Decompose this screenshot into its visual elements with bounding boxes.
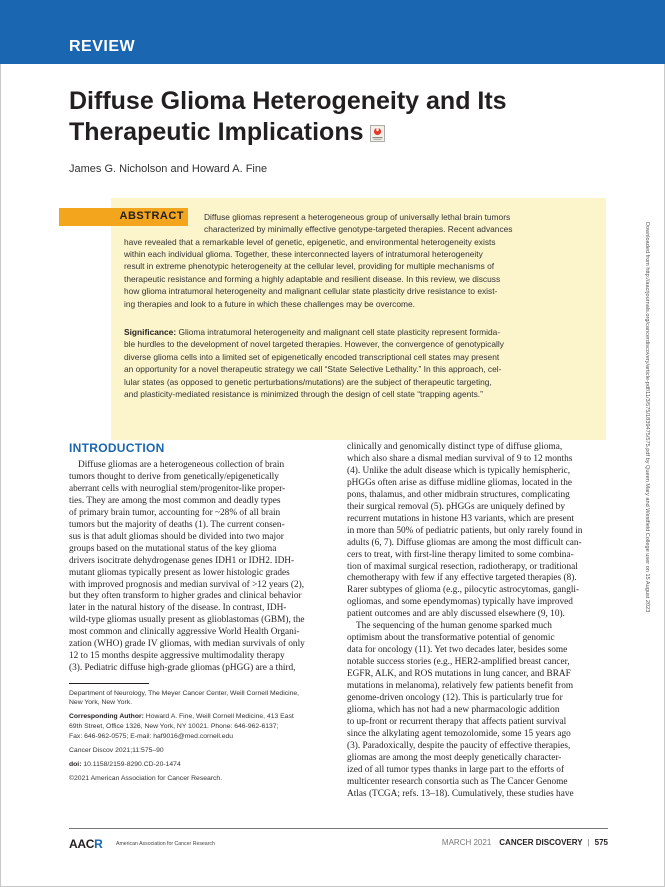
footer-rule: [69, 828, 608, 829]
body-text-line: ties. They are among the most common and deadly types: [69, 495, 281, 506]
body-text-line: optimism about the transformative potential of genomic: [347, 633, 555, 644]
body-text-line: Rarer subtypes of glioma (e.g., pilocytic astrocytomas, gangli-: [347, 585, 580, 596]
body-text-line: with improved prognosis and median survival of >12 years (2),: [69, 579, 305, 590]
abstract-line: how glioma intratumoral heterogeneity and malignant cellular state plasticity drive resistance to exist-: [124, 286, 498, 296]
download-side-note: [642, 222, 652, 842]
body-text-line: pons, thalamus, and other midbrain structures, complicating: [347, 489, 570, 500]
body-text-line: drivers isocitrate dehydrogenase genes IDH1 or IDH2. IDH-: [69, 555, 295, 566]
body-text-line: but they often transform to higher grades and clinical behavior: [69, 591, 302, 602]
corresponding-author-line: [69, 712, 294, 722]
body-text-line: patient outcomes and are ably discussed elsewhere (9, 10).: [347, 609, 565, 620]
doi-line[interactable]: [69, 760, 181, 770]
abstract-line: Diffuse gliomas represent a heterogeneous group of universally lethal brain tumors: [204, 212, 511, 222]
corresponding-author-email[interactable]: Fax: 646-962-0575; E-mail: haf9016@med.cornell.edu: [69, 733, 234, 740]
body-text-line: mutations in melanoma), relatively few patients benefit from: [347, 681, 574, 691]
body-text-line: 12 to 15 months despite aggressive multimodality therapy: [69, 651, 285, 662]
aacr-organization-name: American Association for Cancer Research: [116, 841, 215, 847]
body-text-line: to up-front or recurrent therapy that affects patient survival: [347, 716, 567, 727]
body-text-line: glioma, which has not had a new pharmacologic addition: [347, 704, 560, 715]
body-text-line: Diffuse gliomas are a heterogeneous collection of brain: [78, 460, 285, 470]
significance-label: Significance:: [124, 327, 177, 337]
body-text-line: pHGGs often arise as diffuse midline gliomas, located in the: [347, 477, 572, 488]
footnote-rule: [69, 683, 149, 684]
abstract-line: therapeutic resistance and forming a highly adaptable and resilient disease. In this review, we discuss: [124, 274, 501, 284]
aacr-logo-text: AAC: [69, 837, 95, 851]
abstract-line: ing therapies and look to a future in which these challenges may be overcome.: [124, 299, 415, 309]
abstract-heading: ABSTRACT: [119, 210, 184, 222]
body-text-line: clinically and genomically distinct type of diffuse glioma,: [347, 442, 563, 452]
body-text-line: most common and clinically aggressive World Health Organi-: [69, 627, 300, 638]
significance-line: an opportunity for a novel therapeutic strategy we call “State Selective Lethality.” In this approach, cel-: [124, 364, 502, 374]
body-text-line: notable success stories (e.g., HER2-amplified breast cancer,: [347, 657, 570, 668]
body-text-line: wild-type gliomas usually present as glioblastomas (GBM), the: [69, 615, 305, 626]
significance-line: ble hurdles to the development of novel targeted therapies. However, the convergence of genotypically: [124, 339, 504, 349]
abstract-line: result in extreme phenotypic heterogeneity at the cellular level, providing for multiple mechanisms of: [124, 261, 495, 271]
body-text-line: later in the natural history of the disease. In contrast, IDH-: [69, 603, 287, 614]
body-text-line: The sequencing of the human genome sparked much: [356, 621, 552, 632]
open-access-badge-icon[interactable]: [370, 125, 385, 142]
journal-name: CANCER DISCOVERY: [499, 838, 583, 847]
body-text-line: since the alkylating agent temozolomide, some 15 years ago: [347, 728, 571, 739]
body-text-line: tumors but the majority of deaths (1). The current consen-: [69, 519, 285, 530]
footer-separator: |: [587, 838, 590, 847]
body-text-line: cers to treat, with first-line therapy limited to some combina-: [347, 549, 574, 560]
body-text-line: which also share a dismal median survival of 9 to 12 months: [347, 453, 573, 464]
body-text-line: multicenter research consortia such as The Cancer Genome: [347, 776, 568, 787]
issue-date: MARCH 2021: [441, 838, 492, 847]
body-text-line: recurrent mutations in histone H3 variants, which are present: [347, 513, 574, 524]
significance-line: and plasticity-mediated resistance is minimized through the design of cell state “trapping agents.”: [124, 389, 483, 399]
section-heading-introduction: INTRODUCTION: [69, 441, 165, 455]
body-text-line: gliomas are among the most deeply genetically character-: [347, 752, 562, 763]
significance-text: Glioma intratumoral heterogeneity and malignant cell state plasticity represent formida-: [178, 327, 501, 337]
significance-line: [124, 326, 500, 338]
section-banner: [0, 0, 665, 64]
title-line-1: Diffuse Glioma Heterogeneity and Its: [69, 87, 507, 115]
title-line-2: [69, 117, 589, 148]
abstract-line: characterized by minimally effective genotype-targeted therapies. Recent advances: [204, 224, 513, 234]
body-text-line: (4). Unlike the adult disease which is typically hemispheric,: [347, 465, 571, 476]
body-text-line: aberrant cells with neuroglial stem/progenitor-like proper-: [69, 483, 286, 494]
authors: James G. Nicholson and Howard A. Fine: [69, 163, 268, 175]
doi-value[interactable]: 10.1158/2159-8290.CD-20-1474: [83, 761, 181, 768]
abstract-heading-tag: [59, 208, 188, 226]
corresponding-author-line: 69th Street, Office 1326, New York, NY 10021. Phone: 646-962-6137;: [69, 723, 279, 730]
body-text-line: adults (6, 7). Diffuse gliomas are among the most difficult can-: [347, 537, 582, 548]
body-text-line: groups based on the mutational status of the key glioma: [69, 543, 277, 554]
affiliation-line: Department of Neurology, The Meyer Cancer Center, Weill Cornell Medicine,: [69, 690, 300, 697]
body-text-line: ized of all tumor types thanks in large part to the efforts of: [347, 764, 565, 775]
body-text-line: Atlas (TCGA; refs. 13–18). Cumulatively, these studies have: [347, 788, 574, 799]
corresponding-author-label: Corresponding Author:: [69, 713, 144, 720]
article-title: [69, 86, 589, 148]
aacr-logo-r: R: [94, 837, 103, 851]
copyright-line: ©2021 American Association for Cancer Research.: [69, 775, 223, 782]
significance-line: lular states (as opposed to genetic perturbations/mutations) are the subject of therapeutic targeting,: [124, 377, 492, 387]
body-text-line: sus is that adult gliomas should be divided into two major: [69, 531, 284, 542]
body-text-line: EGFR, ALK, and ROS mutations in lung cancer, and BRAF: [347, 669, 571, 680]
abstract-line: have revealed that a remarkable level of genetic, epigenetic, and environmental heterogeneity exists: [124, 237, 496, 247]
citation-line: Cancer Discov 2021;11:575–90: [69, 747, 164, 754]
article-type-label: REVIEW: [69, 38, 136, 55]
body-text-line: their surgical removal (5). pHGGs are uniquely defined by: [347, 501, 565, 512]
title-line-2-text: Therapeutic Implications: [69, 118, 364, 146]
download-note-text: Downloaded from http://aacrjournals.org/cancerdiscovery/article-pdf/11/3/575/1839475/575.pdf by Queen Mary and Westfield College user on 15 August 2023: [644, 222, 650, 613]
corresponding-author-text: Howard A. Fine, Weill Cornell Medicine, 413 East: [145, 713, 294, 720]
body-text-line: (3). Pediatric diffuse high-grade gliomas (pHGG) are a third,: [69, 663, 296, 674]
body-text-line: of primary brain tumor, accounting for ~28% of all brain: [69, 507, 281, 518]
doi-label: doi:: [69, 761, 82, 768]
body-text-line: (3). Paradoxically, despite the paucity of effective therapies,: [347, 740, 571, 751]
body-text-line: data for oncology (11). Yet two decades later, besides some: [347, 645, 568, 656]
page-number: 575: [594, 838, 608, 847]
body-text-line: tion of maximal surgical resection, radiotherapy, or traditional: [347, 561, 578, 572]
body-text-line: zation (WHO) grade IV gliomas, with median survivals of only: [69, 639, 305, 650]
body-text-line: mutant gliomas typically present as lower histologic grades: [69, 567, 290, 578]
body-text-line: in more than 50% of pediatric patients, but only rarely found in: [347, 525, 583, 536]
body-text-line: tumors thought to derive from genetically/epigenetically: [69, 471, 279, 482]
significance-line: diverse glioma cells into a limited set of epigenetically encoded transcriptional cell states may present: [124, 352, 500, 362]
aacr-logo: [69, 837, 102, 851]
body-text-line: genome-driven oncology (12). This is particularly true for: [347, 692, 563, 703]
abstract-line: within each individual glioma. Together, these interconnected layers of intratumoral heterogeneity: [124, 249, 483, 259]
body-text-line: ogliomas, and some ependymomas) typically have improved: [347, 597, 573, 608]
body-text-line: chemotherapy with few if any effective targeted therapies (8).: [347, 573, 577, 584]
running-footer: [442, 838, 608, 847]
affiliation-line: New York, New York.: [69, 699, 133, 706]
